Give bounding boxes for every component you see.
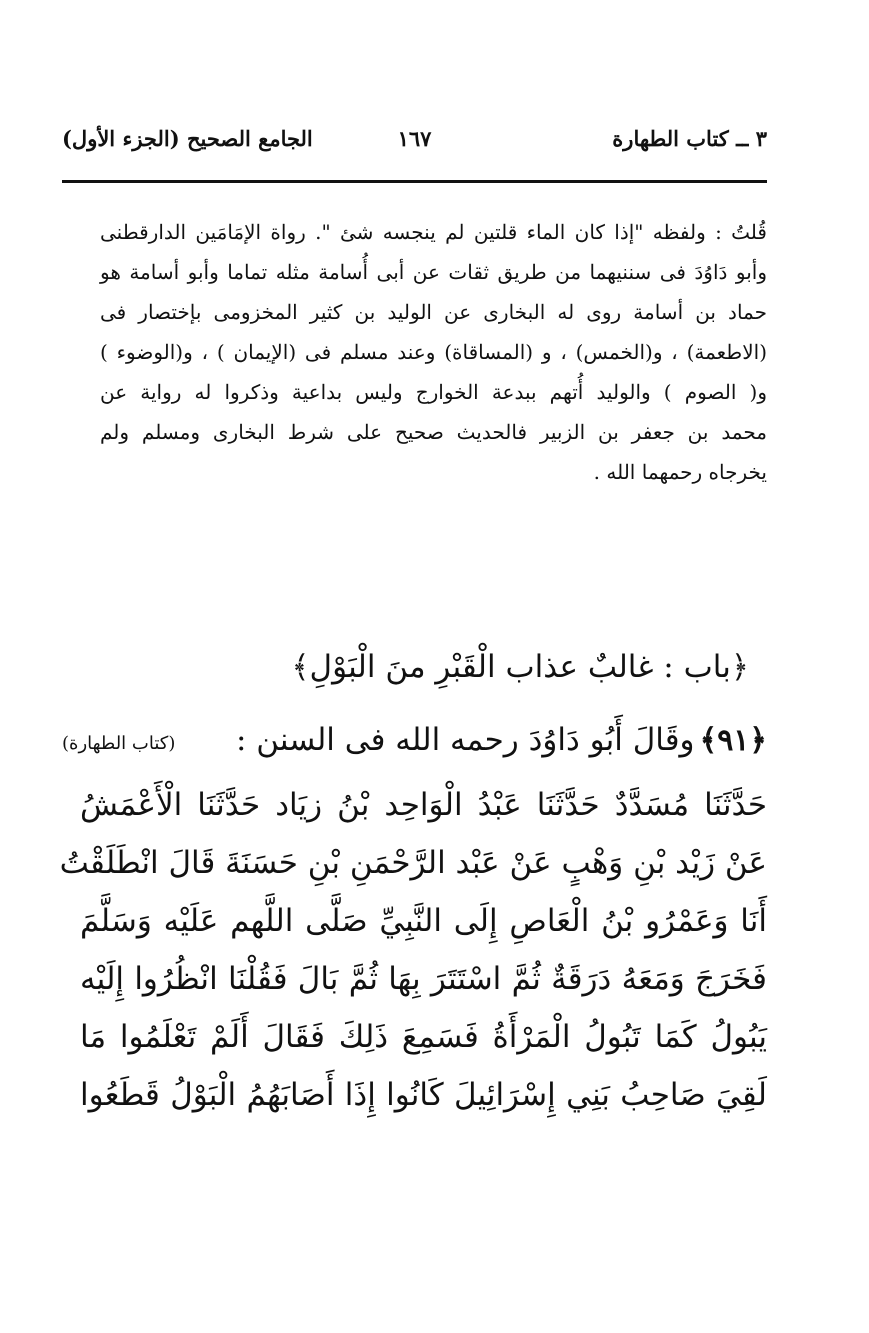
page-number: ١٦٧ <box>397 126 432 151</box>
running-header <box>62 126 767 166</box>
hadith-line: عَنْ زَيْد بْنِ وَهْبٍ عَنْ عَبْد الرَّحْمَنِ بْنِ حَسَنَةَ قَالَ انْطَلَقْتُ <box>59 845 767 881</box>
hadith-text <box>59 776 767 1124</box>
commentary-line: محمد بن جعفر بن الزبير فالحديث صحيح على شرط البخارى ومسلم ولم <box>100 420 767 444</box>
commentary-line: يخرجاه رحمهما الله . <box>593 460 767 484</box>
commentary-line: وأبو دَاوُدَ فى سننيهما من طريق ثقات عن أبى أُسامة مثله تماما وأبو أسامة هو <box>100 260 767 284</box>
hadith-line: حَدَّثَنَا مُسَدَّدٌ حَدَّثَنَا عَبْدُ الْوَاحِد بْنُ زيَاد حَدَّثَنَا الْأَعْمَشُ <box>80 787 767 823</box>
hadith-source: (كتاب الطهارة) <box>62 733 176 754</box>
hadith-number: ﴿٩١﴾ <box>699 723 767 758</box>
commentary-line: (الاطعمة) ، و(الخمس) ، و (المساقاة) وعند مسلم فى (الإيمان ) ، و(الوضوء ) <box>100 340 767 364</box>
header-book-title: الجامع الصحيح (الجزء الأول) <box>62 126 313 151</box>
chapter-heading: ﴿باب : غالبٌ عذاب الْقَبْرِ منَ الْبَوْلِ﴾ <box>291 649 749 685</box>
header-chapter-title: ٣ ــ كتاب الطهارة <box>612 126 767 151</box>
hadith-intro-text: وقَالَ أَبُو دَاوُدَ رحمه الله فى السنن : <box>235 722 695 758</box>
commentary-block <box>100 212 767 492</box>
hadith-line: يَبُولُ كَمَا تَبُولُ الْمَرْأَةُ فَسَمِعَ ذَلِكَ فَقَالَ أَلَمْ تَعْلَمُوا مَا <box>80 1019 767 1055</box>
commentary-line: و( الصوم ) والوليد أُتهم ببدعة الخوارج وليس بداعية وذكروا له رواية عن <box>100 380 767 404</box>
hadith-intro <box>62 718 767 762</box>
commentary-line: حماد بن أسامة روى له البخارى عن الوليد بن كثير المخزومى بإختصار فى <box>100 300 767 324</box>
hadith-line: فَخَرَجَ وَمَعَهُ دَرَقَةٌ ثُمَّ اسْتَتَرَ بِهَا ثُمَّ بَالَ فَقُلْنَا انْظُرُوا إِلَيْه <box>80 961 767 997</box>
hadith-line: أَنَا وَعَمْرُو بْنُ الْعَاصِ إِلَى النَّبِيِّ صَلَّى اللَّهم عَلَيْه وَسَلَّمَ <box>80 903 767 939</box>
hadith-line: لَقِيَ صَاحِبُ بَنِي إِسْرَائِيلَ كَانُوا إِذَا أَصَابَهُمُ الْبَوْلُ قَطَعُوا <box>80 1077 767 1113</box>
header-rule <box>62 180 767 183</box>
commentary-line: قُلتُ : ولفظه "إذا كان الماء قلتين لم ينجسه شئ ". رواة الإمَامَين الدارقطنى <box>100 220 767 244</box>
